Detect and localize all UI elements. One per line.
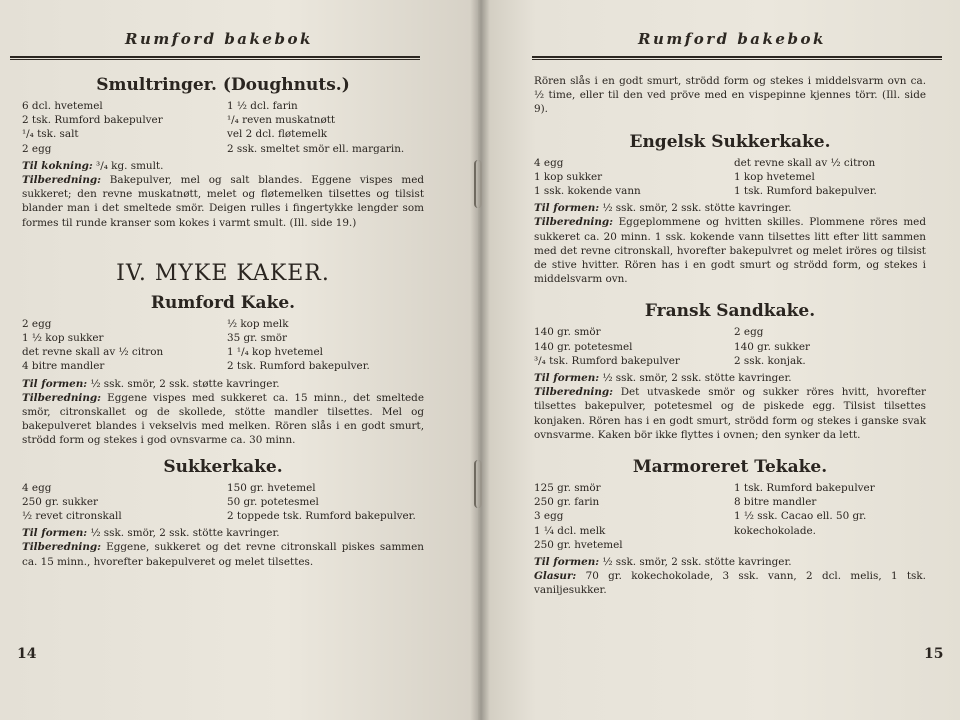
formen-label: Til formen:: [534, 372, 600, 385]
ingredient: 2 tsk. Rumford bakepulver: [22, 114, 163, 127]
formen-text: ½ ssk. smör, 2 ssk. støtte kavringer.: [90, 377, 280, 390]
formen-text: ½ ssk. smör, 2 ssk. stötte kavringer.: [90, 527, 280, 540]
ingredients-smultringer: [22, 99, 424, 156]
ingredient-column-right: [227, 99, 424, 156]
ingredient: 150 gr. hvetemel: [227, 481, 316, 494]
ingredient: 4 egg: [534, 156, 564, 169]
ingredient: 35 gr. smör: [227, 332, 288, 345]
tilberedning-paragraph: [534, 215, 926, 286]
tilberedning-paragraph: [534, 385, 926, 442]
recipe-title-rumford-kake: Rumford Kake.: [150, 292, 296, 313]
ingredient-column-left: [534, 325, 726, 368]
ingredient: 2 ssk. konjak.: [734, 354, 806, 367]
ingredient: 1 kop hvetemel: [734, 170, 815, 183]
ingredient: 1 tsk. Rumford bakepulver: [734, 482, 875, 495]
ingredient: 125 gr. smör: [534, 482, 601, 495]
ingredient: 250 gr. sukker: [22, 495, 98, 508]
ingredient: 140 gr. smör: [534, 326, 601, 339]
ingredient: 4 egg: [22, 481, 52, 494]
ingredient-column-left: [22, 99, 219, 156]
ingredient: 1 ½ dcl. farin: [227, 100, 298, 112]
ingredient: ¹/₄ tsk. salt: [22, 128, 79, 141]
formen-line: [22, 377, 424, 391]
formen-text: ½ ssk. smör, 2 ssk. stötte kavringer.: [602, 202, 792, 215]
formen-line: [534, 555, 926, 569]
recipe-title-fransk-sandkake: Fransk Sandkake.: [644, 301, 816, 322]
tilberedning-label: Tilberedning:: [22, 391, 102, 404]
formen-line: [534, 371, 926, 385]
recipe-title-engelsk-sukkerkake: Engelsk Sukkerkake.: [629, 131, 831, 152]
ingredients-marmoreret-tekake: [534, 481, 926, 552]
formen-label: Til formen:: [534, 556, 600, 569]
page-number: 14: [17, 646, 37, 662]
binding-staple: [474, 460, 482, 508]
binding-staple: [474, 160, 482, 208]
formen-text: ½ ssk. smör, 2 ssk. stötte kavringer.: [602, 372, 792, 385]
ingredient: 2 egg: [22, 142, 52, 155]
ingredient: 1 ½ ssk. Cacao ell. 50 gr. kokechokolade.: [734, 510, 867, 537]
glasur-text: 70 gr. kokechokolade, 3 ssk. vann, 2 dcl. melis, 1 tsk. vaniljesukker.: [534, 570, 926, 597]
ingredient-column-right: [227, 481, 424, 524]
ingredient: 1 ¹/₄ kop hvetemel: [227, 346, 323, 359]
tilberedning-text: Eggene, sukkeret og det revne citronskall piskes sammen ca. 15 minn., hvorefter bakepulveret og melet tilsettes.: [22, 541, 424, 568]
ingredient: ³/₄ tsk. Rumford bakepulver: [534, 354, 680, 367]
tilberedning-label: Tilberedning:: [22, 174, 102, 187]
ingredient: 1 ½ kop sukker: [22, 332, 104, 345]
tilberedning-text: Bakepulver, mel og salt blandes. Eggene vispes med sukkeret; den revne muskatnøtt, melet og fløtemelken tilsettes og tilsist blander man i det smeltede smör. Deigen rulles i fingertykke lengder som formes til runde kranser som kokes i varmt smult. (Ill. side 19.): [22, 174, 424, 229]
ingredient-column-right: [734, 481, 926, 552]
ingredient: 6 dcl. hvetemel: [22, 100, 103, 112]
formen-text: ½ ssk. smör, 2 ssk. stötte kavringer.: [602, 556, 792, 569]
recipe-title-marmoreret-tekake: Marmoreret Tekake.: [632, 457, 828, 478]
ingredient: det revne skall av ½ citron: [22, 346, 164, 359]
tilberedning-paragraph: [22, 173, 424, 230]
ingredient: 3 egg: [534, 510, 564, 523]
ingredient-column-left: [22, 317, 219, 374]
left-page-content: [22, 74, 424, 569]
formen-label: Til formen:: [534, 202, 600, 215]
right-page-content: [534, 74, 926, 598]
ingredients-engelsk-sukkerkake: [534, 156, 926, 199]
header-rule: [532, 56, 942, 60]
ingredient-column-right: [734, 156, 926, 199]
left-page: [0, 0, 478, 720]
book-gutter: [470, 0, 490, 720]
kokning-label: Til kokning:: [22, 159, 93, 172]
ingredient: 1 ssk. kokende vann: [534, 185, 641, 198]
tilberedning-paragraph: [22, 391, 424, 448]
ingredients-sukkerkake: [22, 481, 424, 524]
ingredient: 2 toppede tsk. Rumford bakepulver.: [227, 510, 416, 523]
kokning-text: ³/₄ kg. smult.: [96, 159, 164, 172]
ingredient: 2 egg: [734, 326, 764, 339]
ingredient: 1 tsk. Rumford bakepulver.: [734, 185, 877, 198]
ingredient: ½ kop melk: [227, 317, 289, 330]
ingredient-column-left: [534, 156, 726, 199]
ingredient: 250 gr. farin: [534, 496, 600, 509]
ingredients-rumford-kake: [22, 317, 424, 374]
tilberedning-text: Eggene vispes med sukkeret ca. 15 minn., det smeltede smör, citronskallet og de skollede, stötte mandler tilsettes. Mel og bakepulveret blandes i vekselvis med melken. Rören slås i en godt smurt, strödd form og stekes i god ovnsvarme ca. 30 minn.: [22, 391, 424, 447]
glasur-paragraph: [534, 569, 926, 597]
right-page: [478, 0, 960, 720]
tilberedning-paragraph: [22, 540, 424, 568]
formen-label: Til formen:: [22, 377, 88, 390]
ingredient-column-left: [22, 481, 219, 524]
ingredient-column-right: [734, 325, 926, 368]
formen-label: Til formen:: [22, 527, 88, 540]
ingredient-column-right: [227, 317, 424, 374]
kokning-line: [22, 159, 424, 173]
ingredient: vel 2 dcl. fløtemelk: [227, 128, 328, 141]
ingredient: 8 bitre mandler: [734, 496, 817, 509]
tilberedning-label: Tilberedning:: [22, 541, 102, 554]
header-rule: [10, 56, 420, 60]
ingredients-fransk-sandkake: [534, 325, 926, 368]
ingredient: 2 egg: [22, 317, 52, 330]
running-head: Rumford bakebok: [125, 30, 313, 48]
page-number: 15: [924, 646, 944, 662]
ingredient: ½ revet citronskall: [22, 510, 122, 523]
continuation-paragraph: Rören slås i en godt smurt, strödd form og stekes i middelsvarm ovn ca. ½ time, eller til den ved pröve med en vispepinne kjennes törr. (Ill. side 9).: [534, 75, 926, 116]
ingredient: 2 tsk. Rumford bakepulver.: [227, 360, 370, 373]
formen-line: [22, 526, 424, 540]
tilberedning-label: Tilberedning:: [534, 216, 614, 229]
running-head: Rumford bakebok: [638, 30, 826, 48]
ingredient: 1 ¼ dcl. melk: [534, 524, 606, 537]
tilberedning-text: Det utvaskede smör og sukker röres hvitt, hvorefter tilsettes bakepulver, potetesmel og de piskede egg. Tilsist tilsettes konjaken. Rören has i en godt smurt, strödd form og stekes i ganske svak ovnsvarme. Kaken bör ikke flyttes i ovnen; den synker da lett.: [534, 386, 926, 441]
recipe-title-smultringer: Smultringer. (Doughnuts.): [96, 75, 350, 95]
tilberedning-text: Eggeplommene og hvitten skilles. Plommene röres med sukkeret ca. 20 minn. 1 ssk. kokende vann tilsettes litt efter litt sammen med det revne citronskall, hvorefter bakepulvret og melet iröres og tilsist de stive hvitter. Rören has i en godt smurt og strödd form, og stekes i middelsvarm ovn.: [534, 216, 926, 286]
ingredient: 250 gr. hvetemel: [534, 538, 623, 551]
ingredient: 2 ssk. smeltet smör ell. margarin.: [227, 142, 405, 155]
ingredient-column-left: [534, 481, 726, 552]
ingredient: 140 gr. sukker: [734, 340, 810, 353]
ingredient: 140 gr. potetesmel: [534, 340, 633, 353]
ingredient: ¹/₄ reven muskatnøtt: [227, 114, 336, 127]
recipe-title-sukkerkake: Sukkerkake.: [163, 456, 283, 477]
glasur-label: Glasur:: [534, 570, 577, 583]
tilberedning-label: Tilberedning:: [534, 386, 614, 399]
ingredient: 50 gr. potetesmel: [227, 495, 319, 508]
ingredient: 4 bitre mandler: [22, 360, 105, 373]
chapter-title: IV. MYKE KAKER.: [116, 260, 330, 286]
ingredient: det revne skall av ½ citron: [734, 156, 876, 169]
formen-line: [534, 201, 926, 215]
ingredient: 1 kop sukker: [534, 170, 603, 183]
